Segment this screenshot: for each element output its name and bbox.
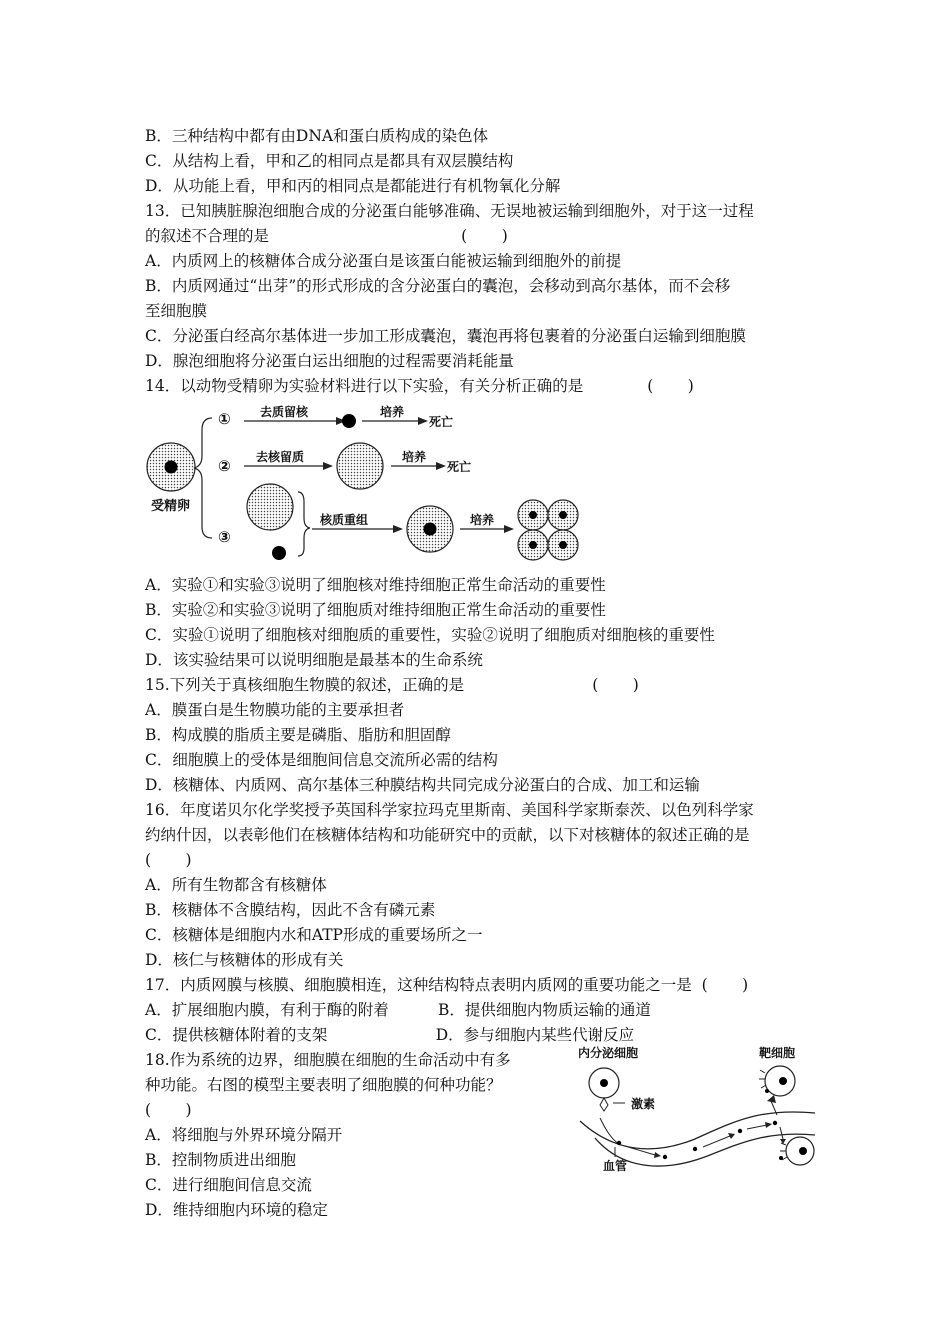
recombined-cell-nucleus [424, 523, 437, 536]
option-16a: A．所有生物都含有核糖体 [145, 876, 327, 894]
endocrine-cell-label: 内分泌细胞 [578, 1046, 639, 1060]
exp-2-step-label: 去核留质 [256, 450, 305, 464]
enucleated-cytoplasm [337, 443, 383, 489]
options-17-ab: A．扩展细胞内膜，有利于酶的附着 B．提供细胞内物质运输的通道 [145, 1001, 651, 1019]
option-16c: C．核糖体是细胞内水和ATP形成的重要场所之一 [145, 926, 483, 944]
exp-1-culture-label: 培养 [380, 405, 405, 419]
question-17-stem: 17．内质网膜与核膜、细胞膜相连，这种结构特点表明内质网的重要功能之一是 ( ) [145, 976, 749, 994]
option-12c: C．从结构上看，甲和乙的相同点是都具有双层膜结构 [145, 152, 514, 170]
option-16b: B．核糖体不含膜结构，因此不含有磷元素 [145, 901, 436, 919]
exp-3-cytoplasm [247, 484, 293, 530]
option-15a: A．膜蛋白是生物膜功能的主要承担者 [145, 701, 405, 719]
option-16d: D．核仁与核糖体的形成有关 [145, 951, 344, 969]
question-18-stem-cont: 种功能。右图的模型主要表明了细胞膜的何种功能？ [145, 1076, 502, 1094]
blood-vessel-label: 血管 [603, 1159, 628, 1173]
question-18-stem: 18.作为系统的边界，细胞膜在细胞的生命活动中有多 [145, 1051, 511, 1069]
question-13-stem-cont: 的叙述不合理的是 ( ) [145, 227, 508, 245]
exp-1-result: 死亡 [429, 415, 454, 429]
hormone-label: 激素 [631, 1097, 656, 1111]
exp-3-nucleus [272, 546, 286, 560]
option-12d: D．从功能上看，甲和丙的相同点是都能进行有机物氧化分解 [145, 177, 561, 195]
option-18b: B．控制物质进出细胞 [145, 1151, 296, 1169]
options-17-cd: C．提供核糖体附着的支架 D．参与细胞内某些代谢反应 [145, 1026, 635, 1044]
exp-2-marker: ② [218, 457, 231, 475]
figure-14-diagram [140, 402, 610, 572]
option-13b-cont: 至细胞膜 [145, 302, 208, 320]
exp-3-culture-label: 培养 [470, 513, 495, 527]
question-16-answer-blank: ( ) [145, 851, 192, 869]
question-14-stem: 14．以动物受精卵为实验材料进行以下实验，有关分析正确的是 ( ) [145, 377, 694, 395]
fertilized-egg-label: 受精卵 [151, 499, 191, 514]
option-14d: D．该实验结果可以说明细胞是最基本的生命系统 [145, 651, 483, 669]
option-15c: C．细胞膜上的受体是细胞间信息交流所必需的结构 [145, 751, 498, 769]
option-13d: D．腺泡细胞将分泌蛋白运出细胞的过程需要消耗能量 [145, 352, 514, 370]
option-18a: A．将细胞与外界环境分隔开 [145, 1126, 343, 1144]
option-14b: B．实验②和实验③说明了细胞质对维持细胞正常生命活动的重要性 [145, 601, 606, 619]
option-13b: B．内质网通过“出芽”的形式形成的含分泌蛋白的囊泡，会移动到高尔基体，而不会移 [145, 277, 731, 295]
question-16-stem-cont: 约纳什因，以表彰他们在核糖体结构和功能研究中的贡献，以下对核糖体的叙述正确的是 [145, 826, 750, 844]
figure-18-diagram [575, 1043, 825, 1173]
four-cell-embryo [518, 500, 578, 560]
target-cell-label: 靶细胞 [759, 1046, 796, 1060]
option-12b: B．三种结构中都有由DNA和蛋白质构成的染色体 [145, 127, 489, 145]
option-15b: B．构成膜的脂质主要是磷脂、脂肪和胆固醇 [145, 726, 451, 744]
question-15-stem: 15.下列关于真核细胞生物膜的叙述，正确的是 ( ) [145, 676, 639, 694]
option-14c: C．实验①说明了细胞核对细胞质的重要性，实验②说明了细胞质对细胞核的重要性 [145, 626, 715, 644]
isolated-nucleus [342, 414, 356, 428]
option-15d: D．核糖体、内质网、高尔基体三种膜结构共同完成分泌蛋白的合成、加工和运输 [145, 776, 700, 794]
question-16-stem: 16．年度诺贝尔化学奖授予英国科学家拉玛克里斯南、美国科学家斯泰茨、以色列科学家 [145, 801, 754, 819]
exp-3-marker: ③ [218, 528, 231, 546]
option-18c: C．进行细胞间信息交流 [145, 1176, 312, 1194]
exp-3-step-label: 核质重组 [320, 513, 369, 527]
exp-1-marker: ① [218, 410, 231, 428]
option-18d: D．维持细胞内环境的稳定 [145, 1201, 328, 1219]
exp-2-culture-label: 培养 [402, 450, 427, 464]
option-14a: A．实验①和实验③说明了细胞核对维持细胞正常生命活动的重要性 [145, 576, 606, 594]
option-13c: C．分泌蛋白经高尔基体进一步加工形成囊泡，囊泡再将包裹着的分泌蛋白运输到细胞膜 [145, 327, 746, 345]
question-13-stem: 13．已知胰脏腺泡细胞合成的分泌蛋白能够准确、无误地被运输到细胞外，对于这一过程 [145, 202, 754, 220]
fertilized-egg-nucleus [165, 461, 178, 474]
question-18-answer-blank: ( ) [145, 1101, 192, 1119]
exp-2-result: 死亡 [447, 460, 472, 474]
exp-1-step-label: 去质留核 [260, 405, 309, 419]
option-13a: A．内质网上的核糖体合成分泌蛋白是该蛋白能被运输到细胞外的前提 [145, 252, 622, 270]
